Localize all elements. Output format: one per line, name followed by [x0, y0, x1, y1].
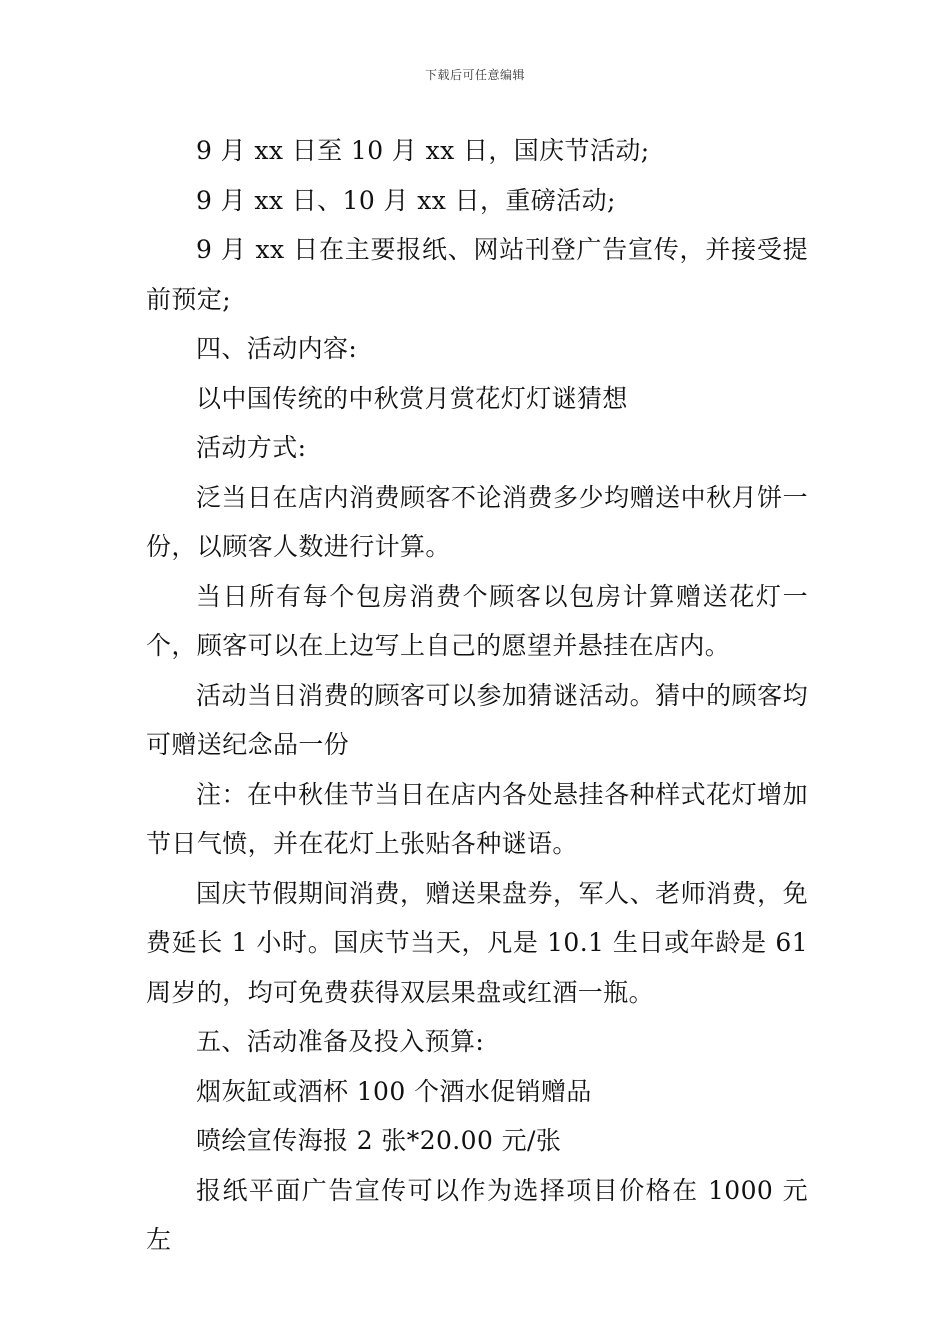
paragraph-budget-ashtray: 烟灰缸或酒杯 100 个酒水促销赠品 [196, 1076, 592, 1106]
paragraph-mooncake-gift: 泛当日在店内消费顾客不论消费多少均赠送中秋月饼一份，以顾客人数进行计算。 [146, 482, 808, 561]
paragraph-activity-method-label: 活动方式: [196, 433, 307, 462]
paragraph-riddle-activity: 活动当日消费的顾客可以参加猜谜活动。猜中的顾客均可赠送纪念品一份 [146, 680, 808, 759]
paragraph-date-national-day: 9 月 xx 日至 10 月 xx 日，国庆节活动; [196, 136, 650, 165]
paragraph-date-major-event: 9 月 xx 日、10 月 xx 日，重磅活动; [196, 185, 616, 215]
section-heading-budget: 五、活动准备及投入预算: [196, 1027, 485, 1056]
paragraph-national-day-offer: 国庆节假期间消费，赠送果盘券，军人、老师消费，免费延长 1 小时。国庆节当天，凡是 10.1 生日或年龄是 61 周岁的，均可免费获得双层果盘或红酒一瓶。 [146, 878, 817, 1007]
document-body [146, 126, 817, 1265]
paragraph-activity-theme: 以中国传统的中秋赏月赏花灯灯谜猜想 [196, 383, 628, 413]
paragraph-budget-newspaper: 报纸平面广告宣传可以作为选择项目价格在 1000 元左 [146, 1175, 808, 1254]
paragraph-budget-poster: 喷绘宣传海报 2 张*20.00 元/张 [196, 1126, 562, 1155]
paragraph-date-advertising: 9 月 xx 日在主要报纸、网站刊登广告宣传，并接受提前预定; [146, 235, 808, 314]
paragraph-lantern-gift: 当日所有每个包房消费个顾客以包房计算赠送花灯一个，顾客可以在上边写上自己的愿望并悬挂在店内。 [146, 581, 808, 660]
page-header-note: 下载后可任意编辑 [424, 68, 525, 82]
section-heading-activity-content: 四、活动内容: [196, 334, 358, 363]
paragraph-note-decoration: 注：在中秋佳节当日在店内各处悬挂各种样式花灯增加节日气愤，并在花灯上张贴各种谜语。 [146, 779, 808, 858]
